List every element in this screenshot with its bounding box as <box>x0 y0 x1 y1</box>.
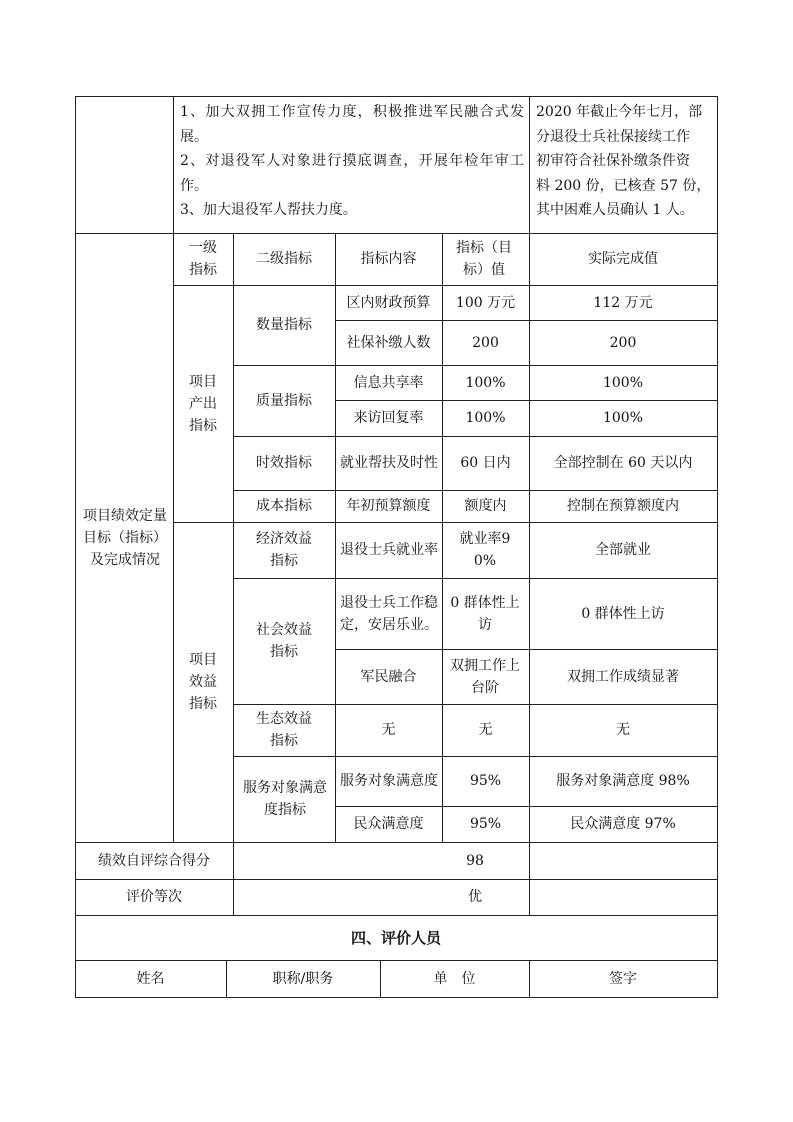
grade-value: 优 <box>468 889 482 905</box>
target-cell: 额度内 <box>464 498 507 514</box>
content-cell: 退役士兵就业率 <box>340 542 438 558</box>
section4-title: 四、评价人员 <box>350 928 441 947</box>
header-level2: 二级指标 <box>256 251 312 267</box>
actual-cell: 双拥工作成绩显著 <box>567 668 679 685</box>
target-cell: 100% <box>465 374 506 391</box>
header-target: 指标（目标）值 <box>456 240 512 278</box>
header-level1: 一级指标 <box>189 240 217 278</box>
actual-cell: 100% <box>602 410 644 426</box>
level2-cost: 成本指标 <box>256 498 312 514</box>
level2-timeliness: 时效指标 <box>256 455 312 471</box>
content-cell: 信息共享率 <box>353 374 424 391</box>
completion-line: 初审符合社保补缴条件资 <box>536 153 690 169</box>
content-cell: 年初预算额度 <box>346 498 431 514</box>
evaluator-header-title: 职称/职务 <box>272 970 334 987</box>
level2-quantity: 数量指标 <box>256 317 312 333</box>
task-list <box>180 100 524 223</box>
grade-label: 评价等次 <box>126 889 182 905</box>
header-content: 指标内容 <box>360 251 417 267</box>
content-cell: 无 <box>381 722 396 738</box>
task-item: 3、加大退役军人帮扶力度。 <box>180 202 357 218</box>
content-cell: 军民融合 <box>360 668 417 685</box>
completion-line: 料 200 份，已核查 57 份， <box>536 177 711 194</box>
content-cell: 退役士兵工作稳定，安居乐业。 <box>340 594 438 633</box>
completion-line: 2020 年截止今年七月，部 <box>536 104 703 120</box>
actual-cell: 全部就业 <box>595 542 651 558</box>
target-cell: 100% <box>465 410 506 426</box>
border-top <box>75 96 718 97</box>
actual-cell: 全部控制在 60 天以内 <box>553 455 693 471</box>
level2-economic: 经济效益指标 <box>256 531 312 569</box>
content-cell: 来访回复率 <box>353 410 424 426</box>
content-cell: 社保补缴人数 <box>346 334 431 351</box>
section-label: 项目绩效定量目标（指标）及完成情况 <box>83 507 167 568</box>
actual-cell: 0 群体性上访 <box>581 605 665 622</box>
actual-cell: 民众满意度 97% <box>570 816 676 832</box>
target-cell: 100 万元 <box>455 294 516 311</box>
actual-cell: 控制在预算额度内 <box>567 498 679 514</box>
benefit-indicator-group: 项目效益指标 <box>189 652 217 712</box>
completion-line: 其中困难人员确认 1 人。 <box>536 202 694 218</box>
actual-cell: 无 <box>616 722 630 738</box>
completion-text <box>536 100 714 223</box>
header-actual: 实际完成值 <box>588 251 658 267</box>
task-item: 2、对退役军人对象进行摸底调查，开展年检年审工作。 <box>180 153 524 194</box>
evaluator-header-name: 姓名 <box>136 970 165 987</box>
level2-satisfaction: 服务对象满意度指标 <box>243 780 327 818</box>
target-cell: 就业率90% <box>459 531 511 569</box>
score-value: 98 <box>466 852 484 869</box>
actual-cell: 100% <box>602 374 644 391</box>
actual-cell: 服务对象满意度 98% <box>556 773 690 789</box>
level2-ecological: 生态效益指标 <box>256 711 312 749</box>
score-label: 绩效自评综合得分 <box>98 852 210 869</box>
level2-social: 社会效益指标 <box>256 622 312 660</box>
evaluator-header-signature: 签字 <box>609 970 637 987</box>
target-cell: 0 群体性上访 <box>450 594 520 633</box>
border-right <box>717 96 718 997</box>
actual-cell: 112 万元 <box>593 294 653 311</box>
divider <box>173 96 174 842</box>
target-cell: 60 日内 <box>460 455 511 471</box>
content-cell: 就业帮扶及时性 <box>340 455 438 471</box>
target-cell: 双拥工作上台阶 <box>450 657 520 696</box>
task-item: 1、加大双拥工作宣传力度，积极推进军民融合式发展。 <box>180 104 524 145</box>
target-cell: 无 <box>478 722 493 738</box>
content-cell: 区内财政预算 <box>346 294 431 311</box>
content-cell: 服务对象满意度 <box>340 773 438 789</box>
content-cell: 民众满意度 <box>353 816 424 832</box>
level2-quality: 质量指标 <box>256 392 312 409</box>
target-cell: 95% <box>469 773 502 789</box>
output-indicator-group: 项目产出指标 <box>189 373 217 434</box>
border-bottom <box>75 997 718 998</box>
evaluator-header-unit: 单 位 <box>433 970 476 987</box>
target-cell: 95% <box>469 816 502 832</box>
actual-cell: 200 <box>609 334 637 351</box>
target-cell: 200 <box>472 334 499 351</box>
completion-line: 分退役士兵社保接续工作 <box>536 128 690 145</box>
